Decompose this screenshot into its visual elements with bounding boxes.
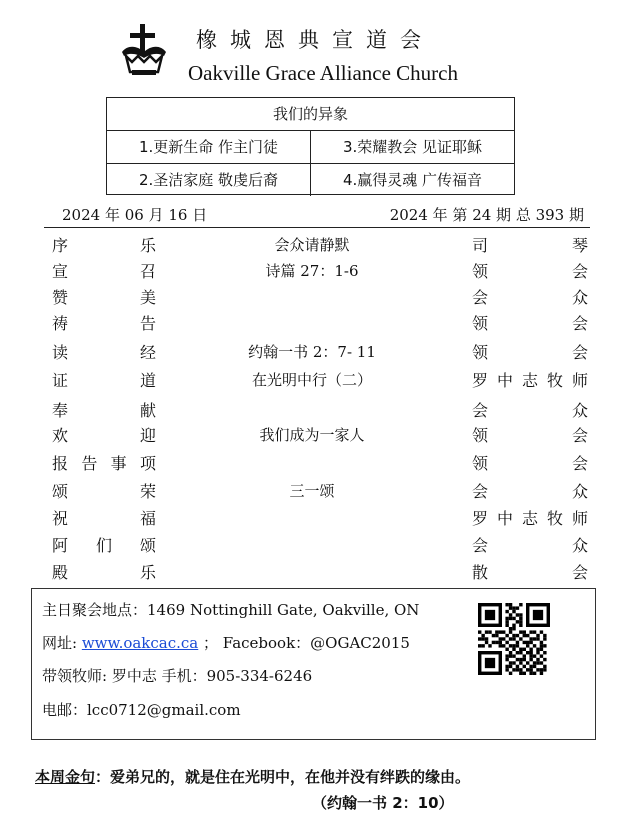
service-leader xyxy=(472,533,588,556)
vision-title: 我们的异象 xyxy=(107,98,514,131)
church-name-english: Oakville Grace Alliance Church xyxy=(188,61,458,85)
church-logo-icon xyxy=(118,22,170,78)
service-item xyxy=(52,479,156,502)
verse-reference: （约翰一书 2：10） xyxy=(312,794,454,812)
service-item-char: 经 xyxy=(139,343,156,362)
service-leader-char: 众 xyxy=(571,482,588,501)
service-leader-char: 牧 xyxy=(546,509,563,528)
service-item xyxy=(52,311,156,334)
service-date: 2024 年 06 月 16 日 xyxy=(62,206,208,224)
service-leader-char: 领 xyxy=(472,454,489,473)
service-leader-char: 司 xyxy=(472,236,489,255)
service-content: 三一颂 xyxy=(289,482,335,500)
vision-item: 4.赢得灵魂 广传福音 xyxy=(310,164,514,196)
service-item xyxy=(52,423,156,446)
service-item-char: 奉 xyxy=(52,401,69,420)
service-item xyxy=(52,451,156,474)
church-name-chinese: 橡城恩典宣道会 xyxy=(196,28,434,52)
service-leader-char: 会 xyxy=(571,563,588,582)
service-leader xyxy=(472,398,588,421)
service-item-char: 献 xyxy=(139,401,156,420)
service-leader-char: 领 xyxy=(472,343,489,362)
date-bar xyxy=(44,203,590,228)
service-leader xyxy=(472,233,588,256)
service-leader xyxy=(472,311,588,334)
service-content: 在光明中行（二） xyxy=(251,371,372,389)
service-leader-char: 牧 xyxy=(546,371,563,390)
service-leader xyxy=(472,285,588,308)
service-content: 诗篇 27：1-6 xyxy=(265,262,359,280)
vision-item: 2.圣洁家庭 敬虔后裔 xyxy=(138,171,279,189)
issue-number: 2024 年 第 24 期 总 393 期 xyxy=(389,206,584,224)
service-item-char: 颂 xyxy=(139,536,156,555)
service-item-char: 们 xyxy=(95,536,112,555)
service-leader-char: 会 xyxy=(472,288,489,307)
service-item-char: 序 xyxy=(52,236,69,255)
service-leader-char: 罗 xyxy=(472,371,489,390)
service-item-char: 迎 xyxy=(139,426,156,445)
vision-row xyxy=(107,163,514,196)
service-item-char: 欢 xyxy=(52,426,69,445)
service-item-char: 道 xyxy=(139,371,156,390)
service-item-char: 召 xyxy=(139,262,156,281)
service-item xyxy=(52,533,156,556)
service-item-char: 证 xyxy=(52,371,69,390)
service-item-char: 读 xyxy=(52,343,69,362)
service-leader-char: 会 xyxy=(571,426,588,445)
service-leader-char: 领 xyxy=(472,262,489,281)
service-item xyxy=(52,506,156,529)
service-leader xyxy=(472,560,588,583)
service-item-char: 宣 xyxy=(52,262,69,281)
service-leader-char: 会 xyxy=(472,401,489,420)
vision-table xyxy=(106,97,515,195)
service-leader-char: 众 xyxy=(571,288,588,307)
service-content: 约翰一书 2：7- 11 xyxy=(248,343,376,361)
pastor-text: 带领牧师: 罗中志 手机：905-334-6246 xyxy=(42,667,313,685)
service-item-char: 祝 xyxy=(52,509,69,528)
service-leader-char: 会 xyxy=(472,482,489,501)
service-leader xyxy=(472,368,588,391)
service-item-char: 事 xyxy=(110,454,127,473)
service-leader-char: 会 xyxy=(571,262,588,281)
service-content: 会众请静默 xyxy=(274,236,350,254)
vision-item: 1.更新生命 作主门徒 xyxy=(138,138,279,156)
service-leader xyxy=(472,259,588,282)
address-text: 主日聚会地点：1469 Nottinghill Gate, Oakville, ON xyxy=(42,601,420,619)
service-leader-char: 散 xyxy=(472,563,489,582)
service-leader-char: 罗 xyxy=(472,509,489,528)
service-leader-char: 领 xyxy=(472,426,489,445)
service-item-char: 告 xyxy=(81,454,98,473)
service-item xyxy=(52,368,156,391)
vision-row xyxy=(107,131,514,163)
service-item-char: 告 xyxy=(139,314,156,333)
service-leader xyxy=(472,423,588,446)
contact-line xyxy=(42,632,410,653)
service-leader-char: 琴 xyxy=(571,236,588,255)
service-item-char: 乐 xyxy=(139,563,156,582)
vision-item: 3.荣耀教会 见证耶稣 xyxy=(310,131,514,163)
website-link[interactable]: www.oakcac.ca xyxy=(81,634,199,652)
website-label: 网址: xyxy=(42,634,82,652)
service-leader-char: 中 xyxy=(496,509,513,528)
service-item xyxy=(52,398,156,421)
service-leader xyxy=(472,479,588,502)
service-item-char: 美 xyxy=(139,288,156,307)
service-leader-char: 志 xyxy=(521,509,538,528)
service-leader xyxy=(472,340,588,363)
service-leader-char: 志 xyxy=(521,371,538,390)
service-leader-char: 中 xyxy=(496,371,513,390)
service-leader-char: 众 xyxy=(571,536,588,555)
service-item-char: 乐 xyxy=(139,236,156,255)
service-leader-char: 众 xyxy=(571,401,588,420)
service-item-char: 项 xyxy=(139,454,156,473)
facebook-text: ； Facebook：@OGAC2015 xyxy=(198,634,410,652)
verse-text: ：爱弟兄的，就是住在光明中，在他并没有绊跌的缘由。 xyxy=(95,768,471,786)
service-leader xyxy=(472,451,588,474)
service-item-char: 祷 xyxy=(52,314,69,333)
service-leader-char: 会 xyxy=(472,536,489,555)
service-item xyxy=(52,560,156,583)
service-item-char: 荣 xyxy=(139,482,156,501)
church-info-box xyxy=(31,588,596,740)
service-leader xyxy=(472,506,588,529)
service-item xyxy=(52,259,156,282)
service-leader-char: 领 xyxy=(472,314,489,333)
service-leader-char: 师 xyxy=(571,371,588,390)
service-leader-char: 会 xyxy=(571,314,588,333)
qr-code-icon xyxy=(478,603,550,675)
service-item-char: 报 xyxy=(52,454,69,473)
service-item xyxy=(52,285,156,308)
service-leader-char: 会 xyxy=(571,454,588,473)
weekly-verse xyxy=(35,766,470,787)
service-item-char: 颂 xyxy=(52,482,69,501)
email-text: 电邮：lcc0712@gmail.com xyxy=(42,701,241,719)
service-leader-char: 会 xyxy=(571,343,588,362)
service-item-char: 赞 xyxy=(52,288,69,307)
verse-label: 本周金句 xyxy=(35,768,96,786)
service-item xyxy=(52,340,156,363)
service-item-char: 福 xyxy=(139,509,156,528)
service-item xyxy=(52,233,156,256)
service-item-char: 殿 xyxy=(52,563,69,582)
service-item-char: 阿 xyxy=(52,536,69,555)
service-content: 我们成为一家人 xyxy=(259,426,365,444)
service-leader-char: 师 xyxy=(571,509,588,528)
